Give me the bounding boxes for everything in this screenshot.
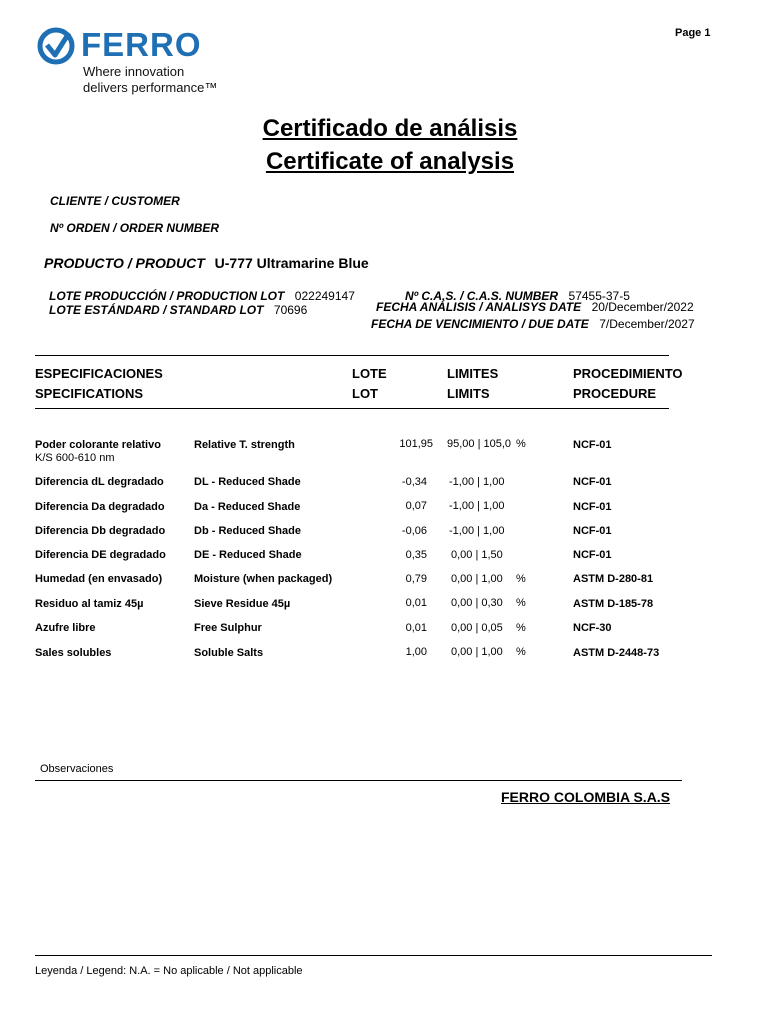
product-value: U-777 Ultramarine Blue <box>214 255 369 271</box>
row-name-es: Diferencia Da degradado <box>35 501 165 513</box>
row-name-es: Diferencia Db degradado <box>35 525 166 537</box>
customer-label: CLIENTE / CUSTOMER <box>50 194 180 208</box>
row-limits: -1,00 | 1,00 <box>449 500 505 512</box>
row-limits: 0,00 | 1,00 <box>451 573 503 585</box>
row-lot-value: -0,34 <box>401 476 427 488</box>
row-unit: % <box>516 438 526 450</box>
row-procedure: NCF-30 <box>573 622 612 634</box>
col-procedure-es: PROCEDIMIENTO <box>573 366 683 381</box>
row-name-es: Diferencia DE degradado <box>35 549 166 561</box>
row-name-es: Residuo al tamiz 45µ <box>35 598 144 610</box>
row-name-en: Sieve Residue 45µ <box>194 598 291 610</box>
product-label: PRODUCTO / PRODUCT <box>44 255 205 271</box>
row-lot-value: 0,79 <box>405 573 427 585</box>
table-top-rule <box>35 355 669 356</box>
analysis-date-value: 20/December/2022 <box>591 300 694 314</box>
due-date-row <box>371 315 695 333</box>
col-spec-es: ESPECIFICACIONES <box>35 366 163 381</box>
row-procedure: NCF-01 <box>573 501 612 513</box>
row-lot-value: -0,06 <box>401 525 427 537</box>
col-limits-es: LIMITES <box>447 366 499 381</box>
cas-label: Nº C.A.S. / C.A.S. NUMBER <box>405 289 559 303</box>
row-lot-value: 0,35 <box>405 549 427 561</box>
row-name-es: Poder colorante relativo <box>35 439 161 451</box>
row-name-en: Db - Reduced Shade <box>194 525 301 537</box>
row-name-es: Azufre libre <box>35 622 96 634</box>
row-procedure: NCF-01 <box>573 525 612 537</box>
row-name-en: Da - Reduced Shade <box>194 501 301 513</box>
logo-wordmark: FERRO <box>81 26 202 63</box>
cas-value: 57455-37-5 <box>568 289 630 303</box>
row-subtitle: K/S 600-610 nm <box>35 452 115 464</box>
col-lot-es: LOTE <box>352 366 387 381</box>
due-date-label: FECHA DE VENCIMIENTO / DUE DATE <box>371 317 589 331</box>
row-name-en: DE - Reduced Shade <box>194 549 302 561</box>
row-procedure: ASTM D-185-78 <box>573 598 654 610</box>
table-header-rule <box>35 408 669 409</box>
row-procedure: NCF-01 <box>573 476 612 488</box>
row-limits: 0,00 | 0,05 <box>451 622 503 634</box>
row-name-en: Relative T. strength <box>194 439 295 451</box>
title-spanish: Certificado de análisis <box>262 115 518 142</box>
col-spec-en: SPECIFICATIONS <box>35 386 144 401</box>
row-limits: 95,00 | 105,0 <box>447 438 512 450</box>
row-lot-value: 1,00 <box>405 646 427 658</box>
row-name-en: Soluble Salts <box>194 647 264 659</box>
order-number-label: Nº ORDEN / ORDER NUMBER <box>50 221 220 235</box>
title-english: Certificate of analysis <box>265 148 515 175</box>
row-lot-value: 0,07 <box>405 500 427 512</box>
company-name: FERRO COLOMBIA S.A.S <box>501 789 671 805</box>
product-row <box>44 255 369 271</box>
row-unit: % <box>516 597 526 609</box>
observations-rule <box>35 780 682 781</box>
observations-label: Observaciones <box>40 763 114 775</box>
row-procedure: NCF-01 <box>573 439 612 451</box>
row-procedure: ASTM D-2448-73 <box>573 647 660 659</box>
standard-lot-row <box>49 301 307 319</box>
row-procedure: NCF-01 <box>573 549 612 561</box>
ferro-logo-icon <box>36 26 76 66</box>
col-limits-en: LIMITS <box>447 386 490 401</box>
page-number: Page 1 <box>675 27 711 39</box>
row-limits: 0,00 | 1,50 <box>451 549 503 561</box>
production-lot-label: LOTE PRODUCCIÓN / PRODUCTION LOT <box>49 289 285 303</box>
footer-rule <box>35 955 712 956</box>
row-limits: -1,00 | 1,00 <box>449 525 505 537</box>
row-name-es: Sales solubles <box>35 647 112 659</box>
row-limits: 0,00 | 1,00 <box>451 646 503 658</box>
row-name-es: Humedad (en envasado) <box>35 573 163 585</box>
analysis-date-label: FECHA ANÁLISIS / ANALISYS DATE <box>376 300 582 314</box>
standard-lot-label: LOTE ESTÁNDARD / STANDARD LOT <box>49 303 264 317</box>
col-procedure-en: PROCEDURE <box>573 386 657 401</box>
row-name-en: DL - Reduced Shade <box>194 476 301 488</box>
row-name-en: Moisture (when packaged) <box>194 573 333 585</box>
row-procedure: ASTM D-280-81 <box>573 573 654 585</box>
due-date-value: 7/December/2027 <box>599 317 695 331</box>
logo-tagline-2: delivers performance™ <box>83 80 218 95</box>
logo-tagline-1: Where innovation <box>83 64 185 79</box>
col-lot-en: LOT <box>352 386 378 401</box>
row-lot-value: 0,01 <box>405 597 427 609</box>
row-unit: % <box>516 646 526 658</box>
legend-text: Leyenda / Legend: N.A. = No aplicable / Not applicable <box>35 965 303 977</box>
row-name-en: Free Sulphur <box>194 622 262 634</box>
row-lot-value: 101,95 <box>399 438 433 450</box>
production-lot-value: 022249147 <box>294 289 355 303</box>
row-lot-value: 0,01 <box>405 622 427 634</box>
analysis-date-row <box>376 298 694 316</box>
standard-lot-value: 70696 <box>273 303 308 317</box>
row-limits: -1,00 | 1,00 <box>449 476 505 488</box>
row-unit: % <box>516 573 526 585</box>
row-limits: 0,00 | 0,30 <box>451 597 503 609</box>
row-unit: % <box>516 622 526 634</box>
row-name-es: Diferencia dL degradado <box>35 476 164 488</box>
